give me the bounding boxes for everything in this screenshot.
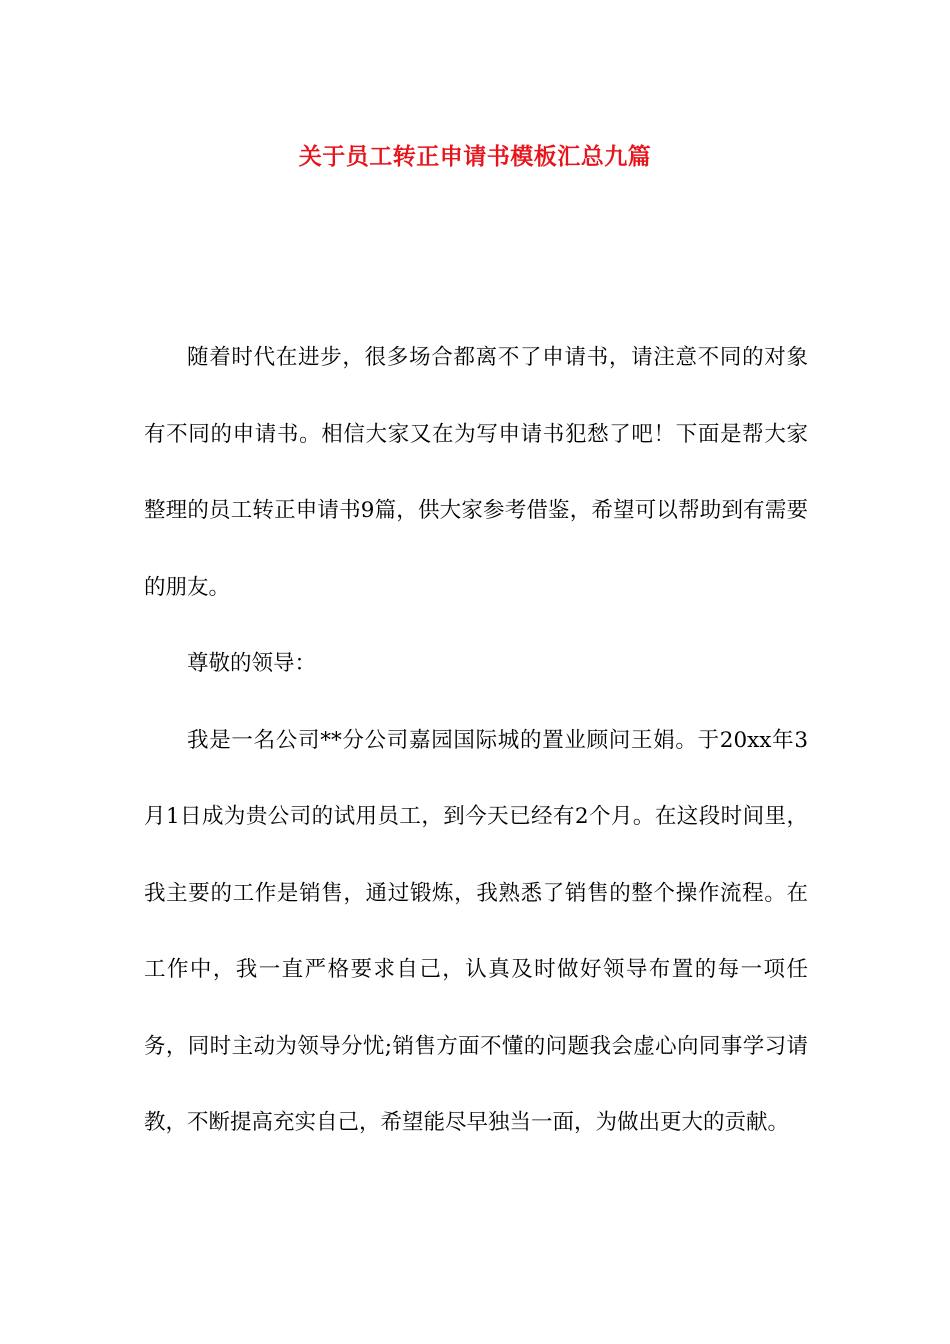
salutation-paragraph: 尊敬的领导： <box>187 651 317 676</box>
document-body <box>144 320 808 1162</box>
document-title: 关于员工转正申请书模板汇总九篇 <box>298 144 652 170</box>
intro-paragraph: 随着时代在进步，很多场合都离不了申请书，请注意不同的对象有不同的申请书。相信大家又在为写申请书犯愁了吧！下面是帮大家整理的员工转正申请书9篇，供大家参考借鉴，希望可以帮助到有需要的朋友。 <box>144 345 808 600</box>
body-paragraph: 我是一名公司**分公司嘉园国际城的置业顾问王娟。于20xx年3月1日成为贵公司的试用员工，到今天已经有2个月。在这段时间里，我主要的工作是销售，通过锻炼，我熟悉了销售的整个操作流程。在工作中，我一直严格要求自己，认真及时做好领导布置的每一项任务，同时主动为领导分忧;销售方面不懂的问题我会虚心向同事学习请教，不断提高充实自己，希望能尽早独当一面，为做出更大的贡献。 <box>144 727 808 1135</box>
